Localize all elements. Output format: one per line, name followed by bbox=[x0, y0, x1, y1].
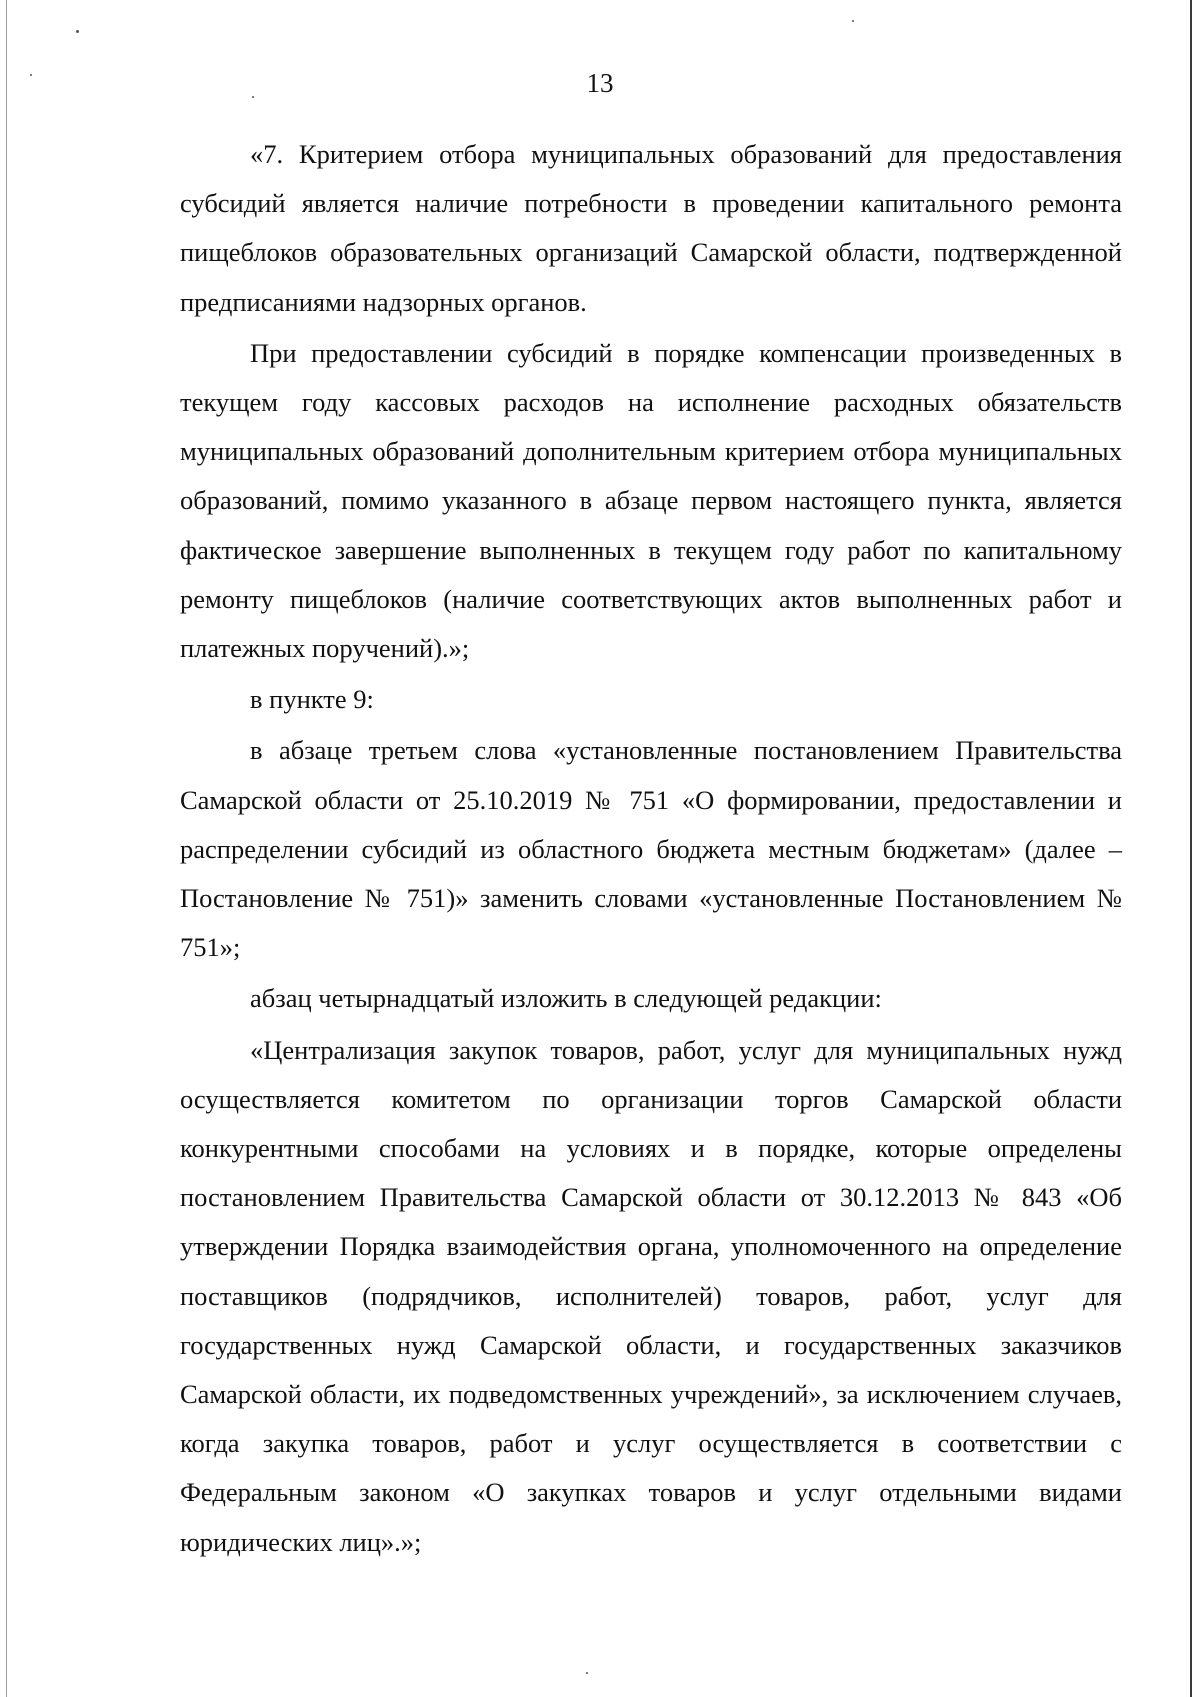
scan-speck bbox=[586, 1672, 588, 1674]
scan-speck bbox=[76, 30, 79, 33]
paragraph-centralization: «Централизация закупок товаров, работ, услуг для муниципальных нужд осуществляется комитетом по организации торгов Самарской области конкурентными способами на условиях и в порядке, которые определены постановлением Правительства Самарской области от 30.12.2013 № 843 «Об утверждении Порядка взаимодействия органа, уполномоченного на определение поставщиков (подрядчиков, исполнителей) товаров, работ, услуг для государственных нужд Самарской области, и государственных заказчиков Самарской области, их подведомственных учреждений», за исключением случаев, когда закупка товаров, работ и услуг осуществляется в соответствии с Федеральным законом «О закупках товаров и услуг отдельными видами юридических лиц».»; bbox=[180, 1034, 1122, 1557]
paragraph-compensation: При предоставлении субсидий в порядке компенсации произведенных в текущем году кассовых расходов на исполнение расходных обязательств муниципальных образований дополнительным критерием отбора муниципальных образований, помимо указанного в абзаце первом настоящего пункта, является фактическое завершение выполненных в текущем году работ по капитальному ремонту пищеблоков (наличие соответствующих актов выполненных работ и платежных поручений).»; bbox=[180, 337, 1122, 664]
page-number: 13 bbox=[586, 68, 614, 98]
scan-left-edge bbox=[6, 0, 7, 1697]
scan-speck bbox=[852, 20, 854, 22]
paragraph-criterion: «7. Критерием отбора муниципальных образований для предоставления субсидий является наличие потребности в проведении капитального ремонта пищеблоков образовательных организаций Самарской области, подтвержденной предписаниями надзорных органов. bbox=[180, 139, 1122, 317]
paragraph-fourteenth-clause: абзац четырнадцатый изложить в следующей редакции: bbox=[250, 983, 882, 1014]
document-body bbox=[180, 130, 1122, 1567]
paragraph-point-9: в пункте 9: bbox=[250, 684, 374, 715]
scan-right-edge bbox=[1190, 0, 1192, 1697]
paragraph-third-clause: в абзаце третьем слова «установленные постановлением Правительства Самарской области от 25.10.2019 № 751 «О формировании, предоставлении и распределении субсидий из областного бюджета местным бюджетам» (далее – Постановление № 751)» заменить словами «установленные Постановлением № 751»; bbox=[180, 735, 1122, 963]
